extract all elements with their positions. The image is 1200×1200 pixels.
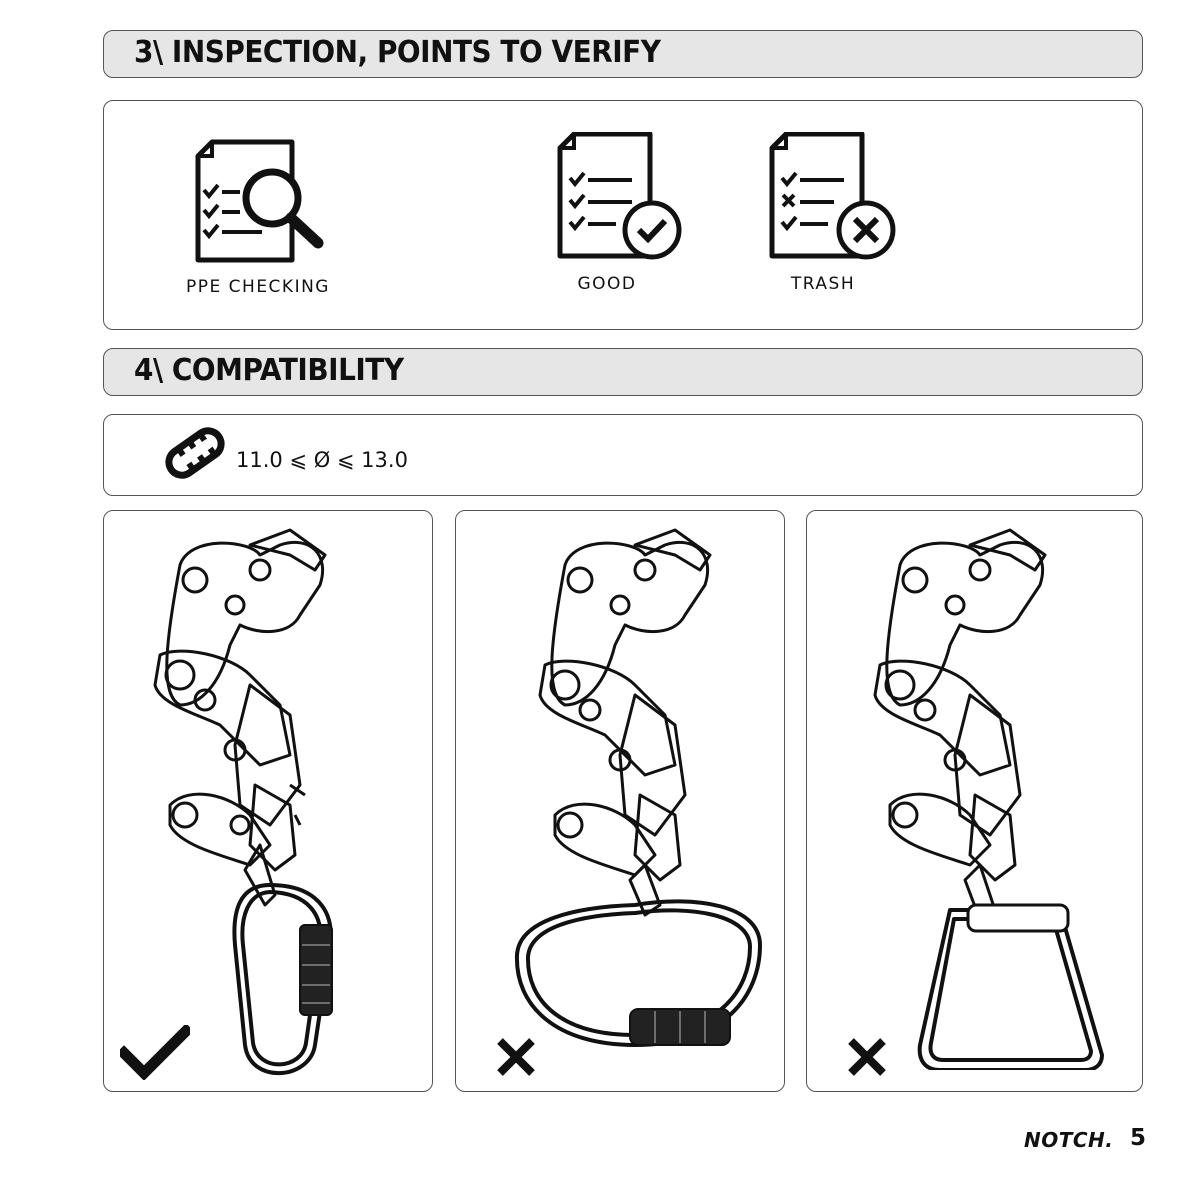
trash-label: TRASH <box>790 274 856 294</box>
checklist-ok-icon <box>556 132 686 262</box>
cross-mark-icon <box>496 1037 536 1077</box>
checklist-magnifier-icon <box>190 138 330 263</box>
rope-diameter-range: 11.0 ⩽ Ø ⩽ 13.0 <box>236 448 408 472</box>
brand-logo: NOTCH. <box>1024 1128 1114 1152</box>
device-illustration <box>140 525 400 1085</box>
checklist-reject-icon <box>768 132 898 262</box>
ppe-checking-label: PPE CHECKING <box>186 277 330 297</box>
good-label: GOOD <box>577 274 637 294</box>
device-illustration <box>495 525 765 1065</box>
good-item <box>556 132 686 262</box>
page-number: 5 <box>1130 1125 1147 1151</box>
inspection-section-header <box>103 30 1143 78</box>
inspection-title: 3\ INSPECTION, POINTS TO VERIFY <box>134 35 661 70</box>
compatibility-section-header <box>103 348 1143 396</box>
trash-item <box>768 132 898 262</box>
compatibility-title: 4\ COMPATIBILITY <box>134 353 404 388</box>
rope-coil-icon <box>160 418 230 488</box>
device-illustration <box>850 525 1115 1070</box>
check-mark-icon <box>120 1025 190 1080</box>
cross-mark-icon <box>847 1037 887 1077</box>
ppe-checking-item <box>190 138 330 263</box>
